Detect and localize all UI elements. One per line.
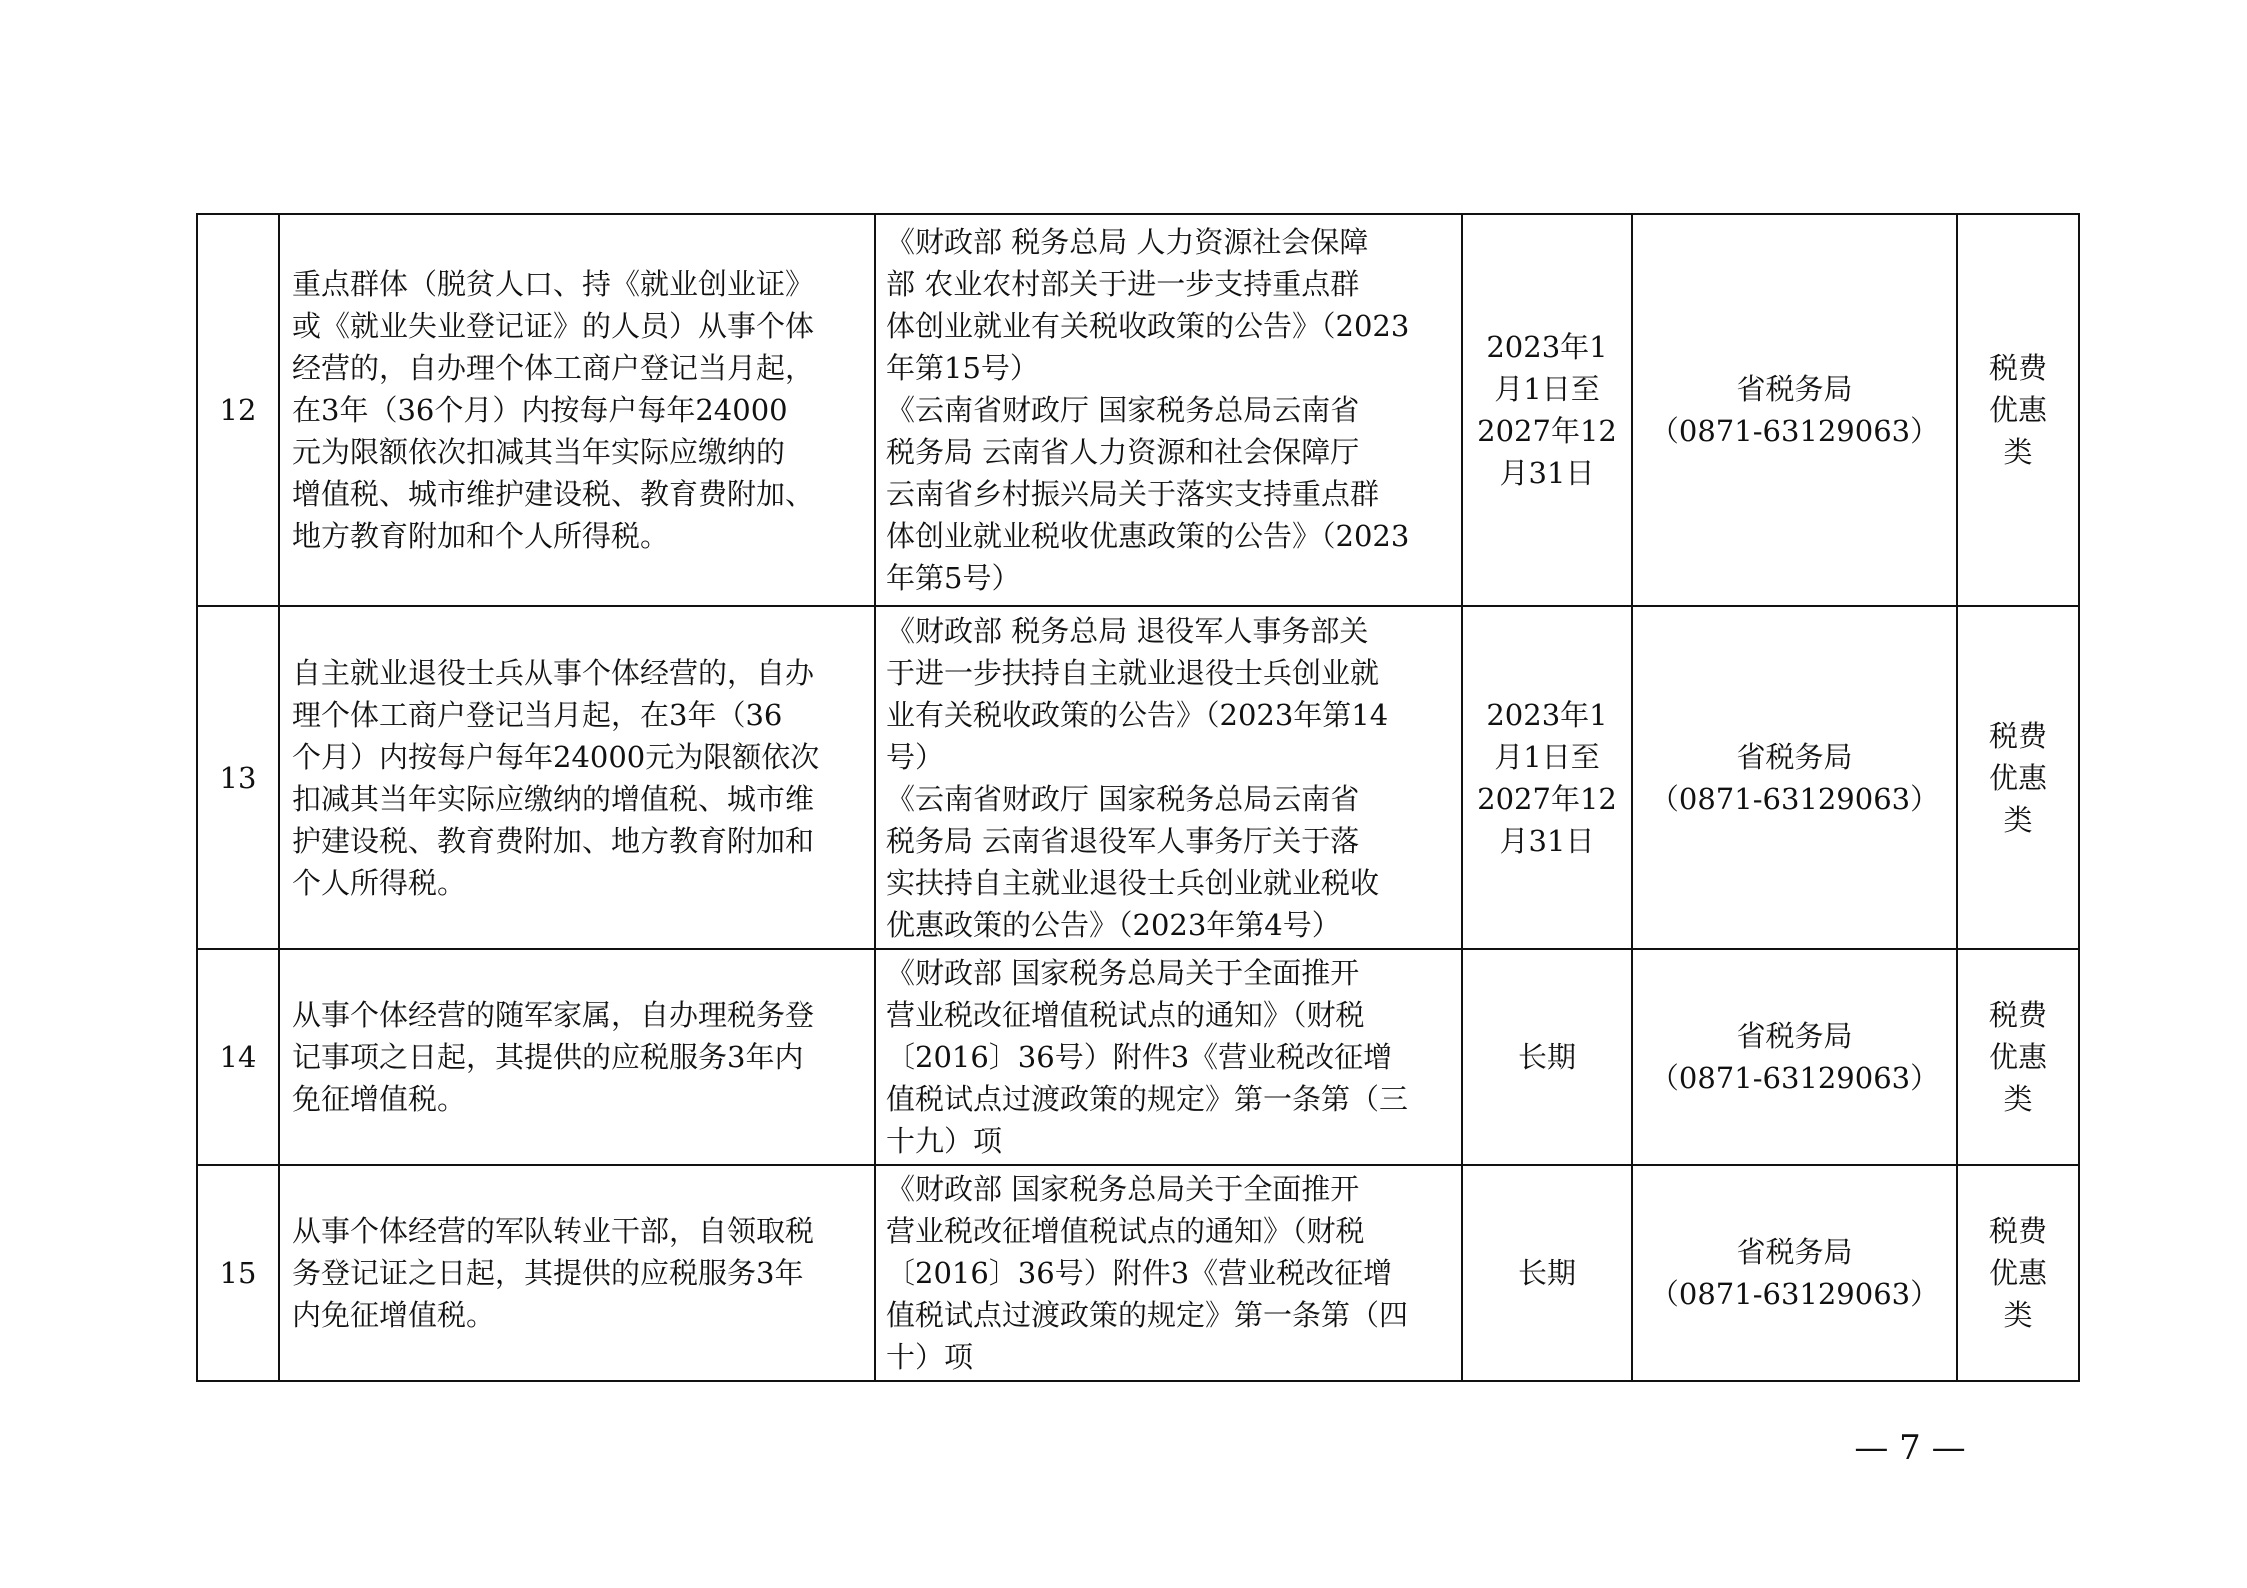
category-line: 类 <box>2003 1082 2033 1116</box>
validity-period-cell <box>1462 214 1632 606</box>
category-line: 税费 <box>1988 718 2047 753</box>
policy-content-line: 护建设税、教育费附加、地方教育附加和 <box>292 823 815 858</box>
category-line: 类 <box>2003 802 2033 837</box>
department-line: （0871-63129063） <box>1649 414 1940 448</box>
policy-basis-line: 值税试点过渡政策的规定》第一条第（四 <box>886 1298 1409 1332</box>
category-cell <box>1957 214 2079 606</box>
policy-content-line: 个月）内按每户每年24000元为限额依次 <box>292 739 820 774</box>
policy-content-line: 从事个体经营的随军家属，自办理税务登 <box>292 998 815 1032</box>
policy-content-line: 重点群体（脱贫人口、持《就业创业证》 <box>292 267 815 301</box>
policy-content-line: 自主就业退役士兵从事个体经营的，自办 <box>292 655 815 690</box>
policy-basis-line: 〔2016〕36号）附件3《营业税改征增 <box>886 1256 1393 1290</box>
department-cell <box>1632 949 1957 1165</box>
policy-basis-line: 《云南省财政厅 国家税务总局云南省 <box>886 393 1360 427</box>
row-number-cell: 15 <box>197 1165 279 1381</box>
policy-basis-line: 营业税改征增值税试点的通知》（财税 <box>886 1214 1365 1248</box>
validity-period-line: 月1日至 <box>1494 739 1600 774</box>
policy-basis-line: 《财政部 税务总局 退役军人事务部关 <box>886 613 1369 648</box>
category-cell <box>1957 1165 2079 1381</box>
policy-content-cell <box>279 606 875 949</box>
validity-period-line: 月1日至 <box>1494 372 1600 406</box>
table-row <box>197 949 2079 1165</box>
row-number-cell: 13 <box>197 606 279 949</box>
category-line: 优惠 <box>1988 1040 2047 1074</box>
policy-basis-cell <box>875 214 1462 606</box>
category-line: 优惠 <box>1988 393 2047 427</box>
validity-period-line: 2023年1 <box>1486 330 1608 364</box>
policy-basis-line: 体创业就业税收优惠政策的公告》（2023 <box>886 519 1410 553</box>
policy-basis-line: 于进一步扶持自主就业退役士兵创业就 <box>886 655 1380 690</box>
policy-basis-line: 部 农业农村部关于进一步支持重点群 <box>886 267 1360 301</box>
category-line: 类 <box>2003 1298 2033 1332</box>
row-number-cell: 14 <box>197 949 279 1165</box>
policy-basis-line: 《财政部 国家税务总局关于全面推开 <box>886 1172 1360 1206</box>
category-cell <box>1957 606 2079 949</box>
policy-content-cell <box>279 1165 875 1381</box>
policy-basis-line: 云南省乡村振兴局关于落实支持重点群 <box>886 477 1380 511</box>
category-line: 优惠 <box>1988 1256 2047 1290</box>
policy-basis-cell <box>875 1165 1462 1381</box>
policy-basis-line: 《云南省财政厅 国家税务总局云南省 <box>886 781 1360 816</box>
policy-content-line: 元为限额依次扣减其当年实际应缴纳的 <box>292 435 786 469</box>
policy-basis-line: 税务局 云南省退役军人事务厅关于落 <box>886 823 1360 858</box>
category-line: 类 <box>2003 435 2033 469</box>
department-line: （0871-63129063） <box>1649 781 1940 816</box>
policy-basis-line: 《财政部 税务总局 人力资源社会保障 <box>886 225 1369 259</box>
department-cell <box>1632 214 1957 606</box>
policy-content-line: 或《就业失业登记证》的人员）从事个体 <box>292 309 815 343</box>
table-body <box>197 214 2079 1381</box>
policy-basis-line: 号） <box>886 739 945 774</box>
category-line: 优惠 <box>1988 760 2047 795</box>
policy-content-line: 务登记证之日起，其提供的应税服务3年 <box>292 1256 804 1290</box>
policy-content-line: 地方教育附加和个人所得税。 <box>292 519 670 553</box>
policy-basis-line: 值税试点过渡政策的规定》第一条第（三 <box>886 1082 1409 1116</box>
validity-period-line: 长期 <box>1517 1040 1576 1074</box>
policy-content-line: 个人所得税。 <box>292 865 467 900</box>
policy-basis-line: 体创业就业有关税收政策的公告》（2023 <box>886 309 1410 343</box>
policy-basis-line: 〔2016〕36号）附件3《营业税改征增 <box>886 1040 1393 1074</box>
department-cell <box>1632 606 1957 949</box>
validity-period-line: 2027年12 <box>1477 414 1617 448</box>
policy-content-line: 从事个体经营的军队转业干部，自领取税 <box>292 1214 815 1248</box>
department-line: （0871-63129063） <box>1649 1277 1940 1311</box>
table-row <box>197 1165 2079 1381</box>
policy-basis-line: 年第5号） <box>886 561 1021 595</box>
policy-basis-line: 税务局 云南省人力资源和社会保障厅 <box>886 435 1360 469</box>
row-number-cell: 12 <box>197 214 279 606</box>
validity-period-line: 长期 <box>1517 1256 1576 1290</box>
department-line: 省税务局 <box>1736 1235 1853 1269</box>
department-line: 省税务局 <box>1736 739 1853 774</box>
policy-basis-line: 优惠政策的公告》（2023年第4号） <box>886 907 1341 942</box>
validity-period-cell <box>1462 606 1632 949</box>
policy-basis-line: 营业税改征增值税试点的通知》（财税 <box>886 998 1365 1032</box>
validity-period-line: 2023年1 <box>1486 697 1608 732</box>
category-line: 税费 <box>1988 1214 2047 1248</box>
policy-basis-line: 《财政部 国家税务总局关于全面推开 <box>886 956 1360 990</box>
policy-content-line: 免征增值税。 <box>292 1082 467 1116</box>
category-line: 税费 <box>1988 351 2047 385</box>
policy-content-line: 记事项之日起，其提供的应税服务3年内 <box>292 1040 804 1074</box>
policy-content-line: 经营的，自办理个体工商户登记当月起， <box>292 351 815 385</box>
policy-content-line: 在3年（36个月）内按每户每年24000 <box>292 393 788 427</box>
department-line: 省税务局 <box>1736 372 1853 406</box>
policy-basis-line: 年第15号） <box>886 351 1039 385</box>
policy-basis-line: 十九）项 <box>886 1124 1003 1158</box>
policy-content-cell <box>279 214 875 606</box>
department-line: 省税务局 <box>1736 1019 1853 1053</box>
validity-period-line: 2027年12 <box>1477 781 1617 816</box>
policy-content-line: 增值税、城市维护建设税、教育费附加、 <box>292 477 815 511</box>
policy-content-line: 扣减其当年实际应缴纳的增值税、城市维 <box>292 781 815 816</box>
policy-basis-cell <box>875 606 1462 949</box>
category-cell <box>1957 949 2079 1165</box>
table-row <box>197 214 2079 606</box>
validity-period-line: 月31日 <box>1499 823 1595 858</box>
category-line: 税费 <box>1988 998 2047 1032</box>
page-number: — 7 — <box>1854 1428 1966 1468</box>
validity-period-cell <box>1462 1165 1632 1381</box>
policy-content-cell <box>279 949 875 1165</box>
policy-table <box>196 213 2080 1382</box>
policy-content-line: 内免征增值税。 <box>292 1298 496 1332</box>
validity-period-line: 月31日 <box>1499 456 1595 490</box>
policy-basis-line: 十）项 <box>886 1340 974 1374</box>
department-line: （0871-63129063） <box>1649 1061 1940 1095</box>
policy-content-line: 理个体工商户登记当月起，在3年（36 <box>292 697 783 732</box>
table-row <box>197 606 2079 949</box>
policy-basis-line: 实扶持自主就业退役士兵创业就业税收 <box>886 865 1380 900</box>
department-cell <box>1632 1165 1957 1381</box>
validity-period-cell <box>1462 949 1632 1165</box>
policy-basis-cell <box>875 949 1462 1165</box>
policy-basis-line: 业有关税收政策的公告》（2023年第14 <box>886 697 1389 732</box>
